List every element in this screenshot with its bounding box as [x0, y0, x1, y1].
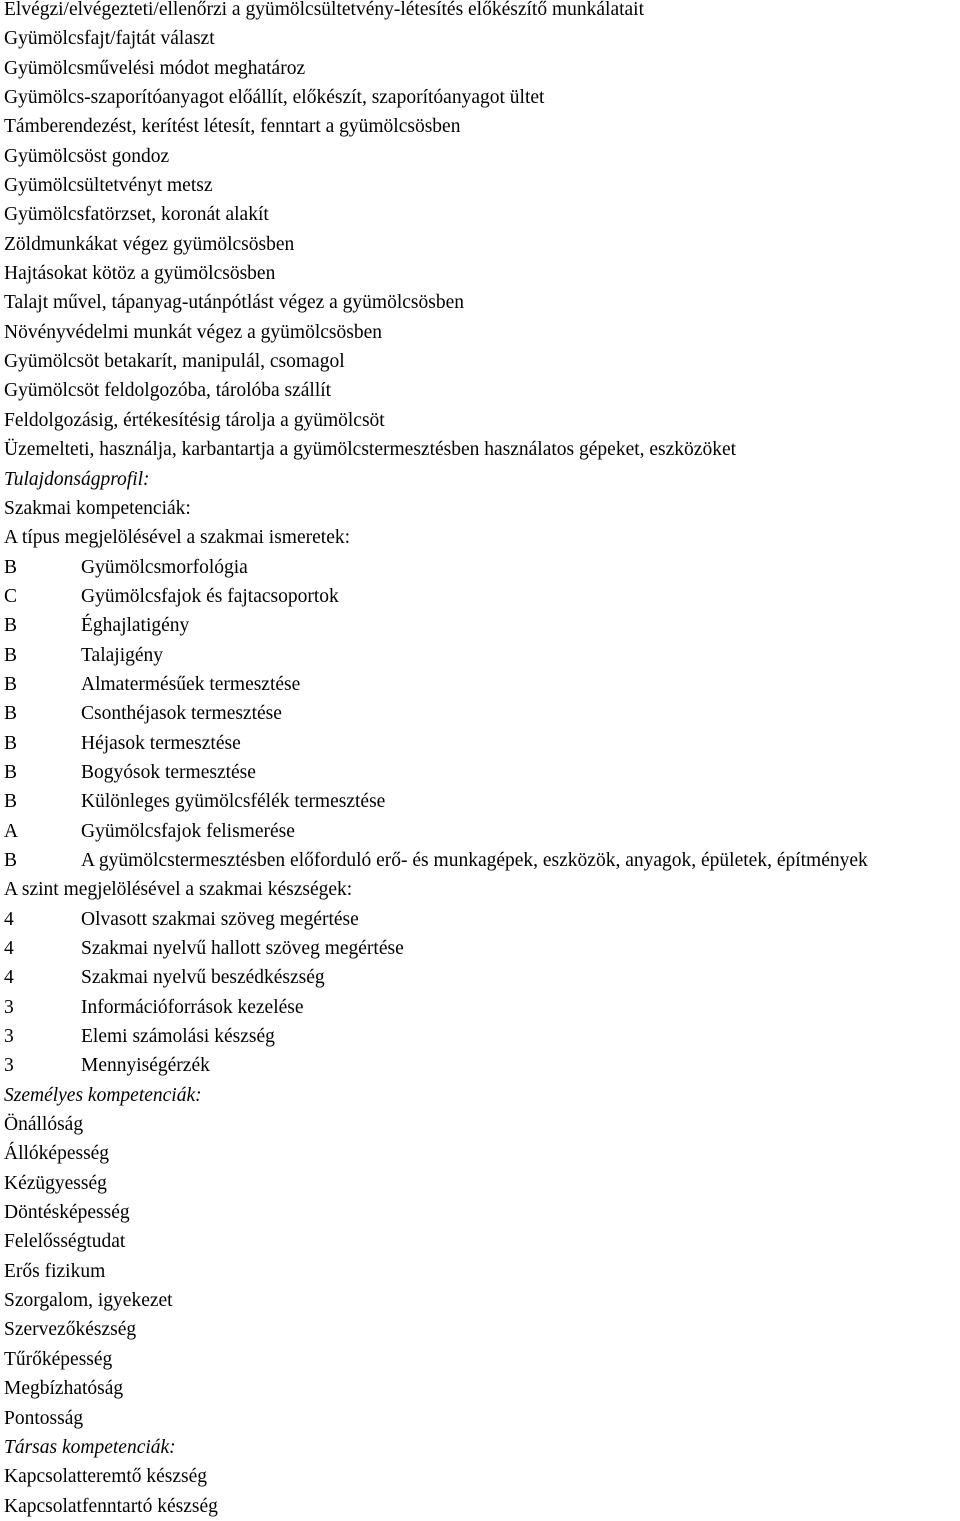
knowledge-text: Talajigény	[81, 644, 164, 666]
social-competency-item: Kapcsolatteremtő készség	[4, 1466, 208, 1488]
knowledge-text: Almatermésűek termesztése	[81, 673, 301, 695]
knowledge-type-code: B	[4, 615, 18, 637]
social-competency-item: Kapcsolatfenntartó készség	[4, 1495, 218, 1517]
task-item: Hajtásokat kötöz a gyümölcsösben	[4, 263, 276, 285]
task-item: Gyümölcsművelési módot meghatároz	[4, 57, 306, 79]
task-item: Gyümölcsöt betakarít, manipulál, csomagol	[4, 351, 345, 373]
knowledge-item	[4, 611, 960, 640]
personal-competency-item: Megbízhatóság	[4, 1378, 124, 1400]
skill-item	[4, 963, 960, 992]
knowledge-item	[4, 582, 960, 611]
task-item: Zöldmunkákat végez gyümölcsösben	[4, 233, 295, 255]
skill-text: Szakmai nyelvű beszédkészség	[81, 967, 325, 989]
knowledge-item	[4, 846, 960, 875]
skill-level-code: 4	[4, 938, 14, 959]
knowledge-type-code: B	[4, 761, 18, 783]
personal-competency-item: Pontosság	[4, 1407, 84, 1429]
knowledge-type-code: B	[4, 849, 18, 871]
knowledge-item	[4, 787, 960, 816]
knowledge-type-code: B	[4, 673, 18, 695]
knowledge-type-code: B	[4, 703, 18, 725]
skill-item	[4, 934, 960, 963]
skill-level-code: 4	[4, 967, 14, 989]
social-competencies-heading: Társas kompetenciák:	[4, 1436, 176, 1458]
knowledge-type-code: B	[4, 644, 18, 666]
task-item: Gyümölcsöt feldolgozóba, tárolóba szállít	[4, 380, 332, 402]
skill-text: Elemi számolási készség	[81, 1026, 275, 1048]
skill-level-code: 3	[4, 1026, 14, 1048]
task-item: Üzemelteti, használja, karbantartja a gyümölcstermesztésben használatos gépeket, eszközöket	[4, 439, 737, 461]
knowledge-type-code: A	[4, 820, 19, 842]
knowledge-item	[4, 758, 960, 787]
skill-level-code: 4	[4, 908, 14, 930]
personal-competency-item: Szorgalom, igyekezet	[4, 1290, 173, 1312]
knowledge-type-code: B	[4, 556, 18, 578]
knowledge-text: Héjasok termesztése	[81, 732, 241, 754]
skill-text: Olvasott szakmai szöveg megértése	[81, 908, 359, 930]
knowledge-text: Csonthéjasok termesztése	[81, 703, 282, 725]
knowledge-text: Gyümölcsfajok és fajtacsoportok	[81, 585, 339, 607]
task-item: Gyümölcsfajt/fajtát választ	[4, 28, 215, 50]
task-item: Támberendezést, kerítést létesít, fenntart a gyümölcsösben	[4, 116, 461, 138]
knowledge-type-code: B	[4, 732, 18, 754]
task-item: Feldolgozásig, értékesítésig tárolja a gyümölcsöt	[4, 409, 385, 431]
task-item: Gyümölcsöst gondoz	[4, 145, 170, 167]
knowledge-item	[4, 699, 960, 728]
knowledge-item	[4, 553, 960, 582]
knowledge-heading: A típus megjelölésével a szakmai ismeretek:	[4, 527, 351, 549]
personal-competencies-list	[4, 1110, 960, 1433]
knowledge-list	[4, 553, 960, 876]
skill-level-code: 3	[4, 1055, 14, 1077]
skill-text: Információforrások kezelése	[81, 996, 304, 1018]
document-body	[4, 0, 960, 1521]
personal-competency-item: Önállóság	[4, 1114, 84, 1136]
skill-text: Szakmai nyelvű hallott szöveg megértése	[81, 938, 404, 959]
knowledge-text: Gyümölcsmorfológia	[81, 556, 248, 578]
knowledge-text: A gyümölcstermesztésben előforduló erő- és munkagépek, eszközök, anyagok, épületek, építmények	[81, 849, 868, 871]
professional-competencies-heading: Szakmai kompetenciák:	[4, 497, 191, 519]
skill-item	[4, 1022, 960, 1051]
task-list	[4, 0, 960, 465]
personal-competency-item: Felelősségtudat	[4, 1231, 126, 1253]
task-item: Növényvédelmi munkát végez a gyümölcsösben	[4, 321, 382, 343]
personal-competency-item: Szervezőkészség	[4, 1319, 137, 1341]
skills-heading: A szint megjelölésével a szakmai készségek:	[4, 879, 353, 901]
profile-heading: Tulajdonságprofil:	[4, 468, 150, 490]
task-item: Gyümölcsültetvényt metsz	[4, 175, 213, 197]
skill-item	[4, 905, 960, 934]
knowledge-text: Különleges gyümölcsfélék termesztése	[81, 791, 386, 813]
task-item: Elvégzi/elvégezteti/ellenőrzi a gyümölcsültetvény-létesítés előkészítő munkálatait	[4, 0, 645, 20]
social-competencies-list	[4, 1462, 960, 1521]
skills-list	[4, 905, 960, 1081]
knowledge-text: Bogyósok termesztése	[81, 761, 256, 783]
knowledge-text: Gyümölcsfajok felismerése	[81, 820, 295, 842]
task-item: Gyümölcsfatörzset, koronát alakít	[4, 204, 269, 226]
personal-competencies-heading: Személyes kompetenciák:	[4, 1084, 202, 1106]
task-item: Talajt művel, tápanyag-utánpótlást végez a gyümölcsösben	[4, 292, 464, 314]
knowledge-item	[4, 817, 960, 846]
knowledge-type-code: C	[4, 585, 18, 607]
knowledge-text: Éghajlatigény	[81, 615, 190, 637]
skill-level-code: 3	[4, 996, 14, 1018]
personal-competency-item: Döntésképesség	[4, 1202, 130, 1224]
knowledge-item	[4, 641, 960, 670]
task-item: Gyümölcs-szaporítóanyagot előállít, előkészít, szaporítóanyagot ültet	[4, 87, 545, 109]
personal-competency-item: Állóképesség	[4, 1143, 110, 1165]
knowledge-item	[4, 729, 960, 758]
personal-competency-item: Tűrőképesség	[4, 1348, 113, 1370]
knowledge-type-code: B	[4, 791, 18, 813]
skill-item	[4, 993, 960, 1022]
personal-competency-item: Kézügyesség	[4, 1172, 107, 1194]
skill-text: Mennyiségérzék	[81, 1055, 210, 1077]
knowledge-item	[4, 670, 960, 699]
skill-item	[4, 1051, 960, 1080]
personal-competency-item: Erős fizikum	[4, 1260, 106, 1282]
